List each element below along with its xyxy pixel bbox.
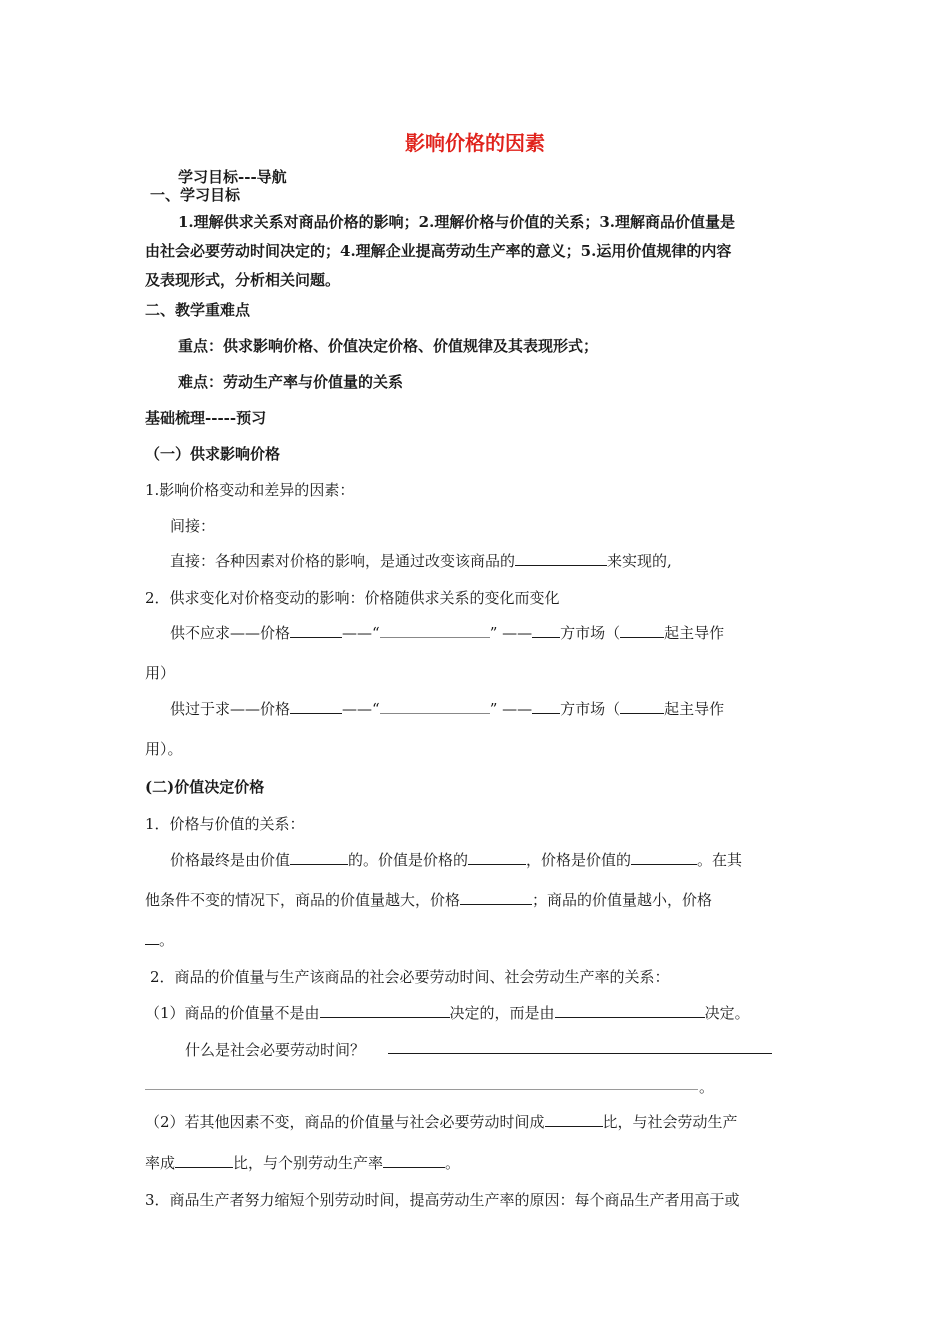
nav-heading: 学习目标---导航 [178, 168, 287, 186]
shortage-text-b: ——“ [342, 624, 380, 642]
sub-question-2-line-1 [145, 1112, 738, 1132]
blank-s2-time[interactable] [545, 1112, 603, 1127]
pv-line2-text-b: ；商品的价值量越小，价格 [532, 891, 713, 909]
key-points: 重点：供求影响价格、价值决定价格、价值规律及其表现形式； [178, 337, 599, 355]
price-value-line-3 [145, 930, 174, 950]
surplus-text-a: 供过于求——价格 [170, 700, 291, 718]
surplus-text-e: 起主导作 [664, 700, 725, 718]
blank-pv-basis[interactable] [468, 850, 526, 865]
indirect-label: 间接： [170, 517, 216, 535]
review-heading: 基础梳理-----预习 [145, 409, 267, 427]
objectives-line-3: 及表现形式，分析相关问题。 [145, 271, 341, 289]
blank-surplus-quote[interactable] [380, 699, 490, 714]
s1-text-b: 决定的，而是由 [449, 1004, 555, 1022]
direct-text-b: 来实现的, [607, 552, 672, 570]
pv-line3-end: 。 [159, 931, 175, 949]
s1-text-c: 决定。 [704, 1004, 750, 1022]
s2-text-e: 。 [445, 1154, 461, 1172]
s1-text-a: （1）商品的价值量不是由 [145, 1004, 320, 1022]
blank-pv-expression[interactable] [631, 850, 697, 865]
blank-pv-lower[interactable] [145, 930, 159, 945]
s2-text-a: （2）若其他因素不变，商品的价值量与社会必要劳动时间成 [145, 1113, 545, 1131]
blank-s1-not[interactable] [320, 1003, 450, 1018]
what-answer-end: 。 [699, 1078, 715, 1096]
pv-text-b: 的。价值是价格的 [348, 851, 469, 869]
pv-text-a: 价格最终是由价值 [170, 851, 291, 869]
answer-line-1[interactable] [388, 1053, 772, 1054]
blank-shortage-side[interactable] [532, 623, 560, 638]
s2-text-c: 率成 [145, 1154, 176, 1172]
surplus-line-end: 用）。 [145, 740, 183, 758]
blank-surplus-side[interactable] [532, 699, 560, 714]
blank-pv-determine[interactable] [290, 850, 348, 865]
blank-surplus-leader[interactable] [620, 699, 664, 714]
document-title: 影响价格的因素 [405, 131, 545, 155]
blank-pv-higher[interactable] [460, 890, 532, 905]
blank-s1-by[interactable] [555, 1003, 705, 1018]
direct-line [170, 551, 672, 571]
pv-line2-text-a: 他条件不变的情况下，商品的价值量越大，价格 [145, 891, 461, 909]
shortage-text-c: ” —— [489, 624, 533, 642]
price-value-line-2 [145, 890, 712, 910]
surplus-text-c: ” —— [489, 700, 533, 718]
part-1-question-1: 1.影响价格变动和差异的因素： [145, 481, 355, 499]
blank-s2-individual[interactable] [383, 1153, 445, 1168]
shortage-text-e: 起主导作 [664, 624, 725, 642]
s2-text-d: 比，与个别劳动生产率 [233, 1154, 384, 1172]
difficult-points: 难点：劳动生产率与价值量的关系 [178, 373, 404, 391]
what-question: 什么是社会必要劳动时间？ [185, 1041, 366, 1059]
part-1-heading: （一）供求影响价格 [145, 445, 281, 463]
direct-text-a: 直接：各种因素对价格的影响，是通过改变该商品的 [170, 552, 516, 570]
price-value-line-1 [170, 850, 742, 870]
blank-shortage-price[interactable] [290, 623, 342, 638]
section-2-heading: 二、教学重难点 [145, 301, 251, 319]
section-1-heading: 一、学习目标 [150, 186, 241, 204]
part-2-question-2: 2．商品的价值量与生产该商品的社会必要劳动时间、社会劳动生产率的关系： [150, 968, 670, 986]
part-1-question-2: 2．供求变化对价格变动的影响：价格随供求关系的变化而变化 [145, 589, 560, 607]
blank-surplus-price[interactable] [290, 699, 342, 714]
blank-shortage-quote[interactable] [380, 623, 490, 638]
shortage-line [170, 623, 724, 643]
surplus-line [170, 699, 724, 719]
shortage-text-a: 供不应求——价格 [170, 624, 291, 642]
surplus-text-b: ——“ [342, 700, 380, 718]
objectives-line-2: 由社会必要劳动时间决定的；4.理解企业提高劳动生产率的意义；5.运用价值规律的内容 [145, 242, 732, 260]
blank-shortage-leader[interactable] [620, 623, 664, 638]
objectives-line-1: 1.理解供求关系对商品价格的影响；2.理解价格与价值的关系；3.理解商品价值量是 [178, 213, 735, 231]
blank-direct[interactable] [515, 551, 607, 566]
pv-text-c: ，价格是价值的 [526, 851, 632, 869]
answer-line-2[interactable] [145, 1089, 698, 1090]
part-2-heading: (二)价值决定价格 [145, 778, 265, 796]
part-2-question-1: 1．价格与价值的关系： [145, 815, 305, 833]
shortage-line-end: 用） [145, 664, 176, 682]
shortage-text-d: 方市场（ [560, 624, 621, 642]
surplus-text-d: 方市场（ [560, 700, 621, 718]
s2-text-b: 比，与社会劳动生产 [602, 1113, 738, 1131]
sub-question-1 [145, 1003, 750, 1023]
sub-question-2-line-2 [145, 1153, 460, 1173]
pv-text-d: 。在其 [697, 851, 743, 869]
blank-s2-productivity[interactable] [175, 1153, 233, 1168]
part-2-question-3: 3．商品生产者努力缩短个别劳动时间，提高劳动生产率的原因：每个商品生产者用高于或 [145, 1191, 740, 1209]
